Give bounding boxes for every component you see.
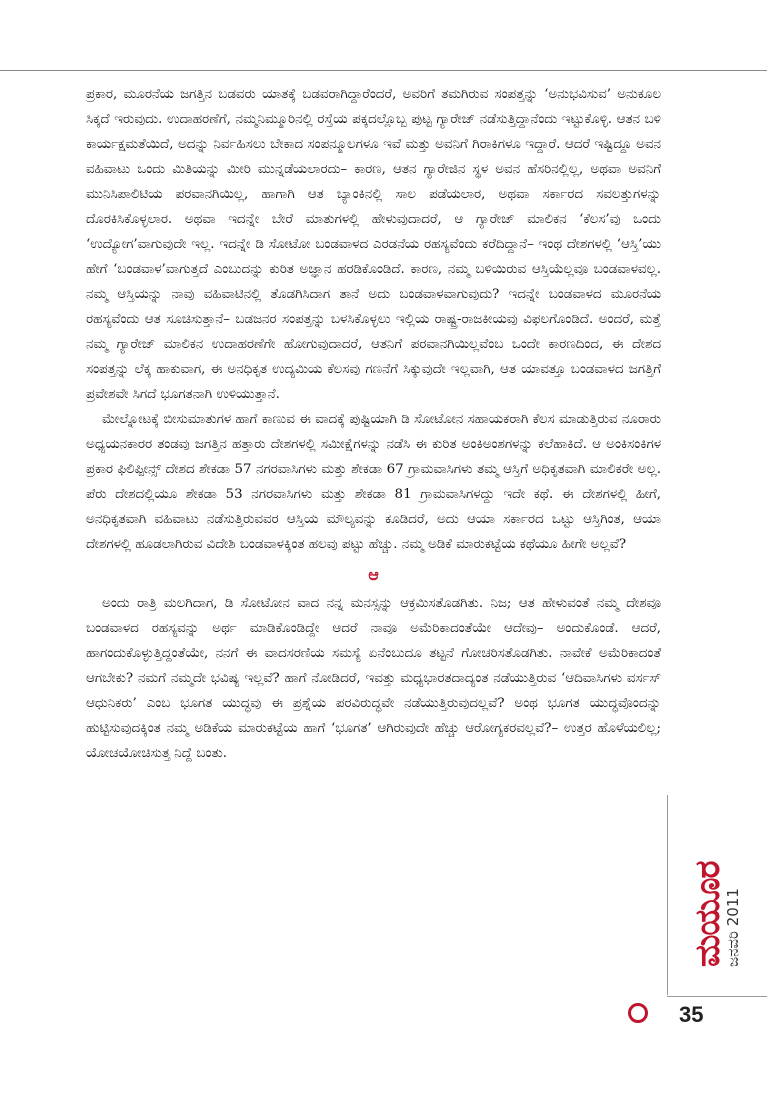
- page-number: 35: [679, 1002, 704, 1027]
- footer-divider: [667, 996, 767, 997]
- magazine-name: ಮಯೂರ: [688, 861, 728, 967]
- article-paragraph-1: ಪ್ರಕಾರ, ಮೂರನೆಯ ಜಗತ್ತಿನ ಬಡವರು ಯಾತಕ್ಕೆ ಬಡವರಾಗಿದ್ದಾರೆಂದರೆ, ಅವರಿಗೆ ತಮಗಿರುವ ಸಂಪತ್ತನ್ನು ‘ಅನುಭವಿಸುವ’ ಅನುಕೂಲ ಸಿಕ್ಕದೆ ಇರುವುದು. ಉದಾಹರಣೆಗೆ, ನಮ್ಮನಿಮ್ಮೂರಿನಲ್ಲಿ ರಸ್ತೆಯ ಪಕ್ಕದಲ್ಲೊಬ್ಬ ಪುಟ್ಟ ಗ್ಯಾರೇಜ್ ನಡೆಸುತ್ತಿದ್ದಾನೆಂದು ಇಟ್ಟುಕೊಳ್ಳಿ. ಆತನ ಬಳಿ ಕಾರ್ಯಕ್ಷಮತೆಯಿದೆ, ಅದನ್ನು ನಿರ್ವಹಿಸಲು ಬೇಕಾದ ಸಂಪನ್ಮೂಲಗಳೂ ಇವೆ ಮತ್ತು ಅವನಿಗೆ ಗಿರಾಕಿಗಳೂ ಇದ್ದಾರೆ. ಆದರೆ ಇಷ್ಟಿದ್ದೂ ಅವನ ವಹಿವಾಟು ಒಂದು ಮಿತಿಯನ್ನು ಮೀರಿ ಮುನ್ನಡೆಯಲಾರದು– ಕಾರಣ, ಆತನ ಗ್ಯಾರೇಜಿನ ಸ್ಥಳ ಅವನ ಹೆಸರಿನಲ್ಲಿಲ್ಲ, ಅಥವಾ ಅವನಿಗೆ ಮುನಿಸಿಪಾಲಿಟಿಯ ಪರವಾನಗಿಯಿಲ್ಲ, ಹಾಗಾಗಿ ಆತ ಬ್ಯಾಂಕಿನಲ್ಲಿ ಸಾಲ ಪಡೆಯಲಾರ, ಅಥವಾ ಸರ್ಕಾರದ ಸವಲತ್ತುಗಳನ್ನು ದೊರಕಿಸಿಕೊಳ್ಳಲಾರ. ಅಥವಾ ಇದನ್ನೇ ಬೇರೆ ಮಾತುಗಳಲ್ಲಿ ಹೇಳುವುದಾದರೆ, ಆ ಗ್ಯಾರೇಜ್ ಮಾಲಿಕನ ‘ಕೆಲಸ’ವು ಒಂದು ‘ಉದ್ಯೋಗ’ವಾಗುವುದೇ ಇಲ್ಲ. ಇದನ್ನೇ ಡಿ ಸೋಟೋ ಬಂಡವಾಳದ ಎರಡನೆಯ ರಹಸ್ಯವೆಂದು ಕರೆದಿದ್ದಾನೆ– ಇಂಥ ದೇಶಗಳಲ್ಲಿ ‘ಆಸ್ತಿ’ಯು ಹೇಗೆ ‘ಬಂಡವಾಳ’ವಾಗುತ್ತದೆ ಎಂಬುದನ್ನು ಕುರಿತ ಅಜ್ಞಾನ ಹರಡಿಕೊಂಡಿದೆ. ಕಾರಣ, ನಮ್ಮ ಬಳಿಯಿರುವ ಆಸ್ತಿಯೆಲ್ಲವೂ ಬಂಡವಾಳವಲ್ಲ. ನಮ್ಮ ಆಸ್ತಿಯನ್ನು ನಾವು ವಹಿವಾಟಿನಲ್ಲಿ ತೊಡಗಿಸಿದಾಗ ತಾನೆ ಅದು ಬಂಡವಾಳವಾಗುವುದು? ಇದನ್ನೇ ಬಂಡವಾಳದ ಮೂರನೆಯ ರಹಸ್ಯವೆಂದು ಆತ ಸೂಚಿಸುತ್ತಾನೆ– ಬಡಜನರ ಸಂಪತ್ತನ್ನು ಬಳಸಿಕೊಳ್ಳಲು ಇಲ್ಲಿಯ ರಾಷ್ಟ್ರ-ರಾಜಕೀಯವು ವಿಫಲಗೊಂಡಿದೆ. ಅಂದರೆ, ಮತ್ತೆ ನಮ್ಮ ಗ್ಯಾರೇಜ್ ಮಾಲಿಕನ ಉದಾಹರಣೆಗೇ ಹೋಗುವುದಾದರೆ, ಆತನಿಗೆ ಪರವಾನಗಿಯಿಲ್ಲವೆಂಬ ಒಂದೇ ಕಾರಣದಿಂದ, ಈ ದೇಶದ ಸಂಪತ್ತನ್ನು ಲೆಕ್ಕ ಹಾಕುವಾಗ, ಈ ಅನಧಿಕೃತ ಉದ್ಯಮಿಯ ಕೆಲಸವು ಗಣನೆಗೆ ಸಿಕ್ಕುವುದೇ ಇಲ್ಲವಾಗಿ, ಆತ ಯಾವತ್ತೂ ಬಂಡವಾಳದ ಜಗತ್ತಿಗೆ ಪ್ರವೇಶವೇ ಸಿಗದೆ ಭೂಗತನಾಗಿ ಉಳಿಯುತ್ತಾನೆ.: [86, 87, 661, 402]
- header-divider: [0, 70, 767, 71]
- masthead-divider: [667, 795, 668, 995]
- article-paragraph-2: ಮೇಲ್ನೋಟಕ್ಕೆ ಬೀಸುಮಾತುಗಳ ಹಾಗೆ ಕಾಣುವ ಈ ವಾದಕ್ಕೆ ಪುಷ್ಟಿಯಾಗಿ ಡಿ ಸೋಟೋನ ಸಹಾಯಕರಾಗಿ ಕೆಲಸ ಮಾಡುತ್ತಿರುವ ನೂರಾರು ಅಧ್ಯಯನಕಾರರ ತಂಡವು ಜಗತ್ತಿನ ಹತ್ತಾರು ದೇಶಗಳಲ್ಲಿ ಸಮೀಕ್ಷೆಗಳನ್ನು ನಡೆಸಿ ಈ ಕುರಿತ ಅಂಕಿಅಂಶಗಳನ್ನು ಕಲೆಹಾಕಿದೆ. ಆ ಅಂಕಿಸಂಕಿಗಳ ಪ್ರಕಾರ ಫಿಲಿಪ್ಪೀನ್ಸ್ ದೇಶದ ಶೇಕಡಾ 57 ನಗರವಾಸಿಗಳು ಮತ್ತು ಶೇಕಡಾ 67 ಗ್ರಾಮವಾಸಿಗಳು ತಮ್ಮ ಆಸ್ತಿಗೆ ಅಧಿಕೃತವಾಗಿ ಮಾಲಿಕರೇ ಅಲ್ಲ. ಪೆರು ದೇಶದಲ್ಲಿಯೂ ಶೇಕಡಾ 53 ನಗರವಾಸಿಗಳು ಮತ್ತು ಶೇಕಡಾ 81 ಗ್ರಾಮವಾಸಿಗಳದ್ದು ಇದೇ ಕಥೆ. ಈ ದೇಶಗಳಲ್ಲಿ ಹೀಗೆ, ಅನಧಿಕೃತವಾಗಿ ವಹಿವಾಟು ನಡೆಸುತ್ತಿರುವವರ ಆಸ್ತಿಯ ಮೌಲ್ಯವನ್ನು ಕೂಡಿದರೆ, ಅದು ಆಯಾ ಸರ್ಕಾರದ ಒಟ್ಟು ಆಸ್ತಿಗಿಂತ, ಆಯಾ ದೇಶಗಳಲ್ಲಿ ಹೂಡಲಾಗಿರುವ ವಿದೇಶಿ ಬಂಡವಾಳಕ್ಕಿಂತ ಹಲವು ಪಟ್ಟು ಹೆಚ್ಚು. ನಮ್ಮ ಅಡಿಕೆ ಮಾರುಕಟ್ಟೆಯ ಕಥೆಯೂ ಹೀಗೇ ಅಲ್ಲವೆ?: [86, 412, 661, 552]
- article-paragraph-3: ಅಂದು ರಾತ್ರಿ ಮಲಗಿದಾಗ, ಡಿ ಸೋಟೋನ ವಾದ ನನ್ನ ಮನಸ್ಸನ್ನು ಆಕ್ರಮಿಸತೊಡಗಿತು. ನಿಜ; ಆತ ಹೇಳುವಂತೆ ನಮ್ಮ ದೇಶವೂ ಬಂಡವಾಳದ ರಹಸ್ಯವನ್ನು ಅರ್ಥ ಮಾಡಿಕೊಂಡಿದ್ದೇ ಆದರೆ ನಾವೂ ಅಮೆರಿಕಾದಂತೆಯೇ ಆದೇವು– ಅಂದುಕೊಂಡೆ. ಆದರೆ, ಹಾಗಂದುಕೊಳ್ಳುತ್ತಿದ್ದಂತೆಯೇ, ನನಗೆ ಈ ವಾದಸರಣಿಯ ಸಮಸ್ಯೆ ಏನೆಂಬುದೂ ತಟ್ಟನೆ ಗೋಚರಿಸತೊಡಗಿತು. ನಾವೇಕೆ ಅಮೆರಿಕಾದಂತೆ ಆಗಬೇಕು? ನಮಗೆ ನಮ್ಮದೇ ಭವಿಷ್ಯ ಇಲ್ಲವೆ? ಹಾಗೆ ನೋಡಿದರೆ, ಇವತ್ತು ಮಧ್ಯಭಾರತದಾದ್ಯಂತ ನಡೆಯುತ್ತಿರುವ ‘ಆದಿವಾಸಿಗಳು ವರ್ಸಸ್ ಆಧುನಿಕರು’ ಎಂಬ ಭೂಗತ ಯುದ್ಧವು ಈ ಪ್ರಶ್ನೆಯ ಪರವಿರುದ್ಧವೇ ನಡೆಯುತ್ತಿರುವುದಲ್ಲವೆ? ಅಂಥ ಭೂಗತ ಯುದ್ಧವೊಂದನ್ನು ಹುಟ್ಟಿಸುವುದಕ್ಕಿಂತ ನಮ್ಮ ಅಡಿಕೆಯ ಮಾರುಕಟ್ಟೆಯ ಹಾಗೆ ‘ಭೂಗತ’ ಆಗಿರುವುದೇ ಹೆಚ್ಚು ಆರೋಗ್ಯಕರವಲ್ಲವೆ?– ಉತ್ತರ ಹೊಳೆಯಲಿಲ್ಲ; ಯೋಚಯೋಚಿಸುತ್ತ ನಿದ್ದೆ ಬಂತು.: [86, 596, 661, 761]
- circle-bullet-icon: [628, 1003, 648, 1023]
- section-break-ornament: ಆ: [368, 565, 379, 584]
- magazine-masthead: [680, 795, 762, 970]
- issue-date: ಜನವರಿ 2011: [724, 888, 742, 967]
- article-body: [86, 82, 661, 766]
